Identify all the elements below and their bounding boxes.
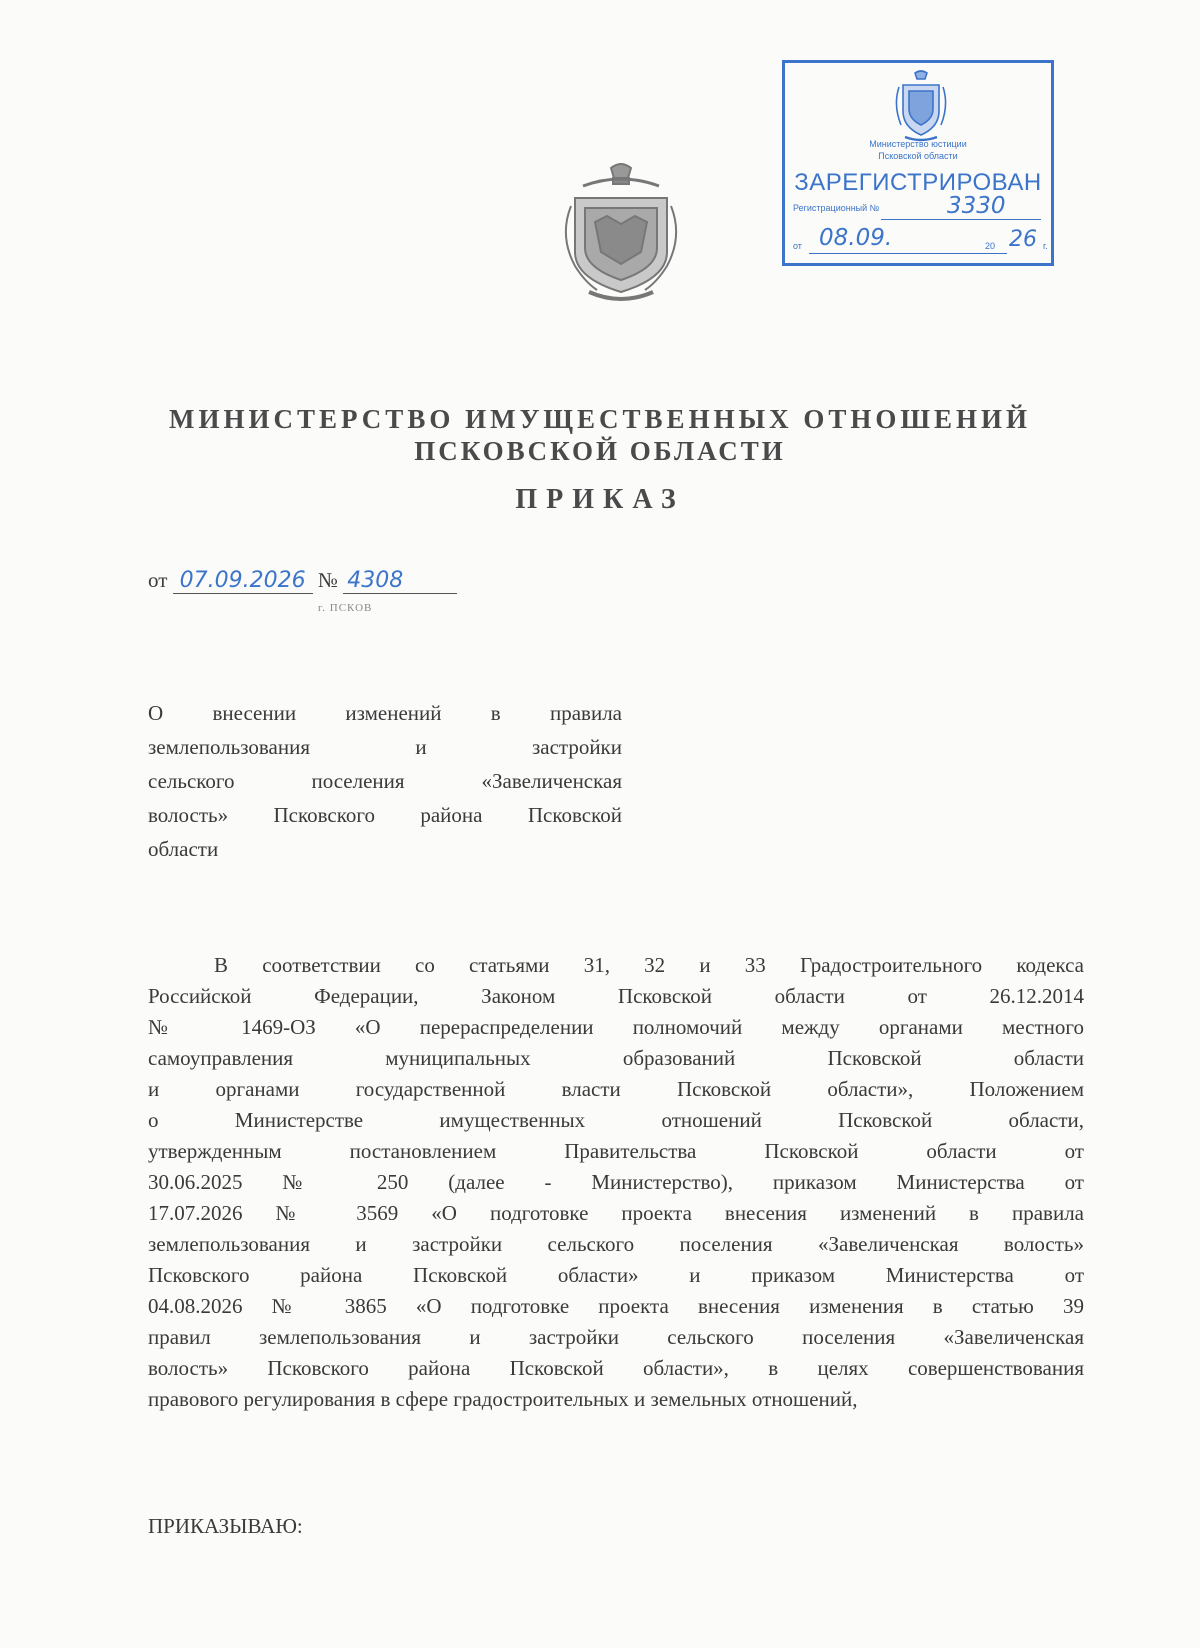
preamble-line: Псковского района Псковской области» и приказом Министерства от [148, 1263, 1084, 1287]
ministry-name-line2: ПСКОВСКОЙ ОБЛАСТИ [414, 436, 786, 466]
stamp-year-suffix: г. [1043, 241, 1048, 251]
subject-line: области [148, 837, 219, 861]
coat-of-arms-icon [555, 160, 687, 310]
subject-line: волость» Псковского района Псковской [148, 803, 622, 827]
document-type-title: ПРИКАЗ [515, 484, 685, 515]
order-preamble [148, 950, 1084, 1415]
stamp-date-prefix: от [793, 241, 802, 251]
order-city: г. ПСКОВ [318, 602, 373, 614]
stamp-year: 26 [1009, 227, 1037, 252]
preamble-line: 30.06.2025 № 250 (далее - Министерство), приказом Министерства от [148, 1170, 1084, 1194]
subject-line: землепользования и застройки [148, 735, 622, 759]
stamp-region-line: Псковской области [878, 151, 958, 161]
preamble-line: 04.08.2026 № 3865 «О подготовке проекта внесения изменения в статью 39 [148, 1294, 1084, 1318]
preamble-line: 17.07.2026 № 3569 «О подготовке проекта внесения изменений в правила [148, 1201, 1084, 1225]
stamp-reg-number-label: Регистрационный № [793, 203, 880, 213]
registration-stamp [782, 60, 1054, 266]
order-number: 4308 [343, 568, 457, 594]
subject-line: сельского поселения «Завеличенская [148, 769, 622, 793]
preamble-line: самоуправления муниципальных образований Псковской области [148, 1046, 1084, 1070]
stamp-registered-label: ЗАРЕГИСТРИРОВАН [794, 169, 1042, 196]
preamble-line: землепользования и застройки сельского поселения «Завеличенская волость» [148, 1232, 1084, 1256]
ministry-name-line1: МИНИСТЕРСТВО ИМУЩЕСТВЕННЫХ ОТНОШЕНИЙ [168, 404, 1032, 434]
stamp-date-underline [809, 253, 1007, 254]
order-directive-word: ПРИКАЗЫВАЮ: [148, 1514, 303, 1538]
order-subject [148, 696, 622, 866]
stamp-number-underline [881, 219, 1041, 220]
order-date: 07.09.2026 [173, 568, 313, 594]
order-number-line [148, 568, 457, 594]
stamp-ministry-line: Министерство юстиции [869, 139, 967, 149]
preamble-line: правил землепользования и застройки сельского поселения «Завеличенская [148, 1325, 1084, 1349]
order-number-label: № [317, 568, 338, 592]
preamble-line: В соответствии со статьями 31, 32 и 33 Градостроительного кодекса [214, 953, 1084, 977]
preamble-line: утвержденным постановлением Правительства Псковской области от [148, 1139, 1084, 1163]
stamp-year-prefix: 20 [985, 241, 996, 251]
preamble-line: волость» Псковского района Псковской области», в целях совершенствования [148, 1356, 1084, 1380]
preamble-line: Российской Федерации, Законом Псковской области от 26.12.2014 [148, 984, 1084, 1008]
subject-line: О внесении изменений в правила [148, 701, 622, 725]
preamble-line: и органами государственной власти Псковской области», Положением [148, 1077, 1084, 1101]
stamp-reg-number: 3330 [947, 193, 1006, 219]
stamp-emblem-icon [895, 69, 947, 143]
preamble-line: правового регулирования в сфере градостроительных и земельных отношений, [148, 1387, 858, 1411]
preamble-line: о Министерстве имущественных отношений Псковской области, [148, 1108, 1084, 1132]
order-from-label: от [148, 568, 168, 592]
stamp-date: 08.09. [819, 225, 893, 251]
preamble-line: № 1469-ОЗ «О перераспределении полномочий между органами местного [148, 1015, 1084, 1039]
